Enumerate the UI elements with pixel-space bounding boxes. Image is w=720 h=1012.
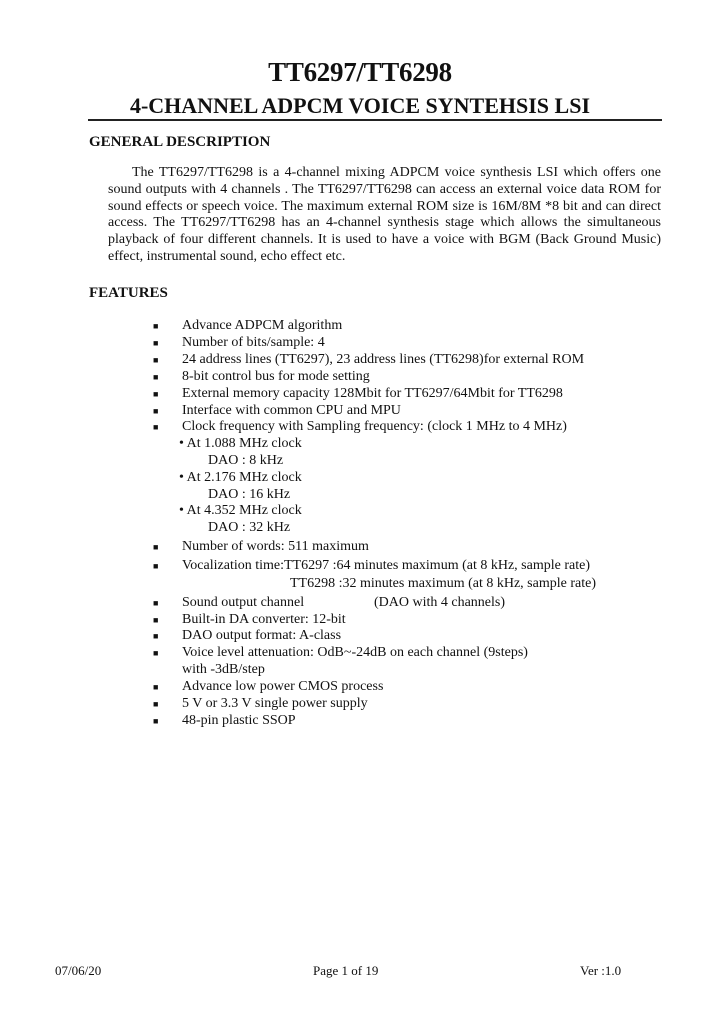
feature-item: 8-bit control bus for mode setting — [182, 369, 370, 384]
footer-page-number: Page 1 of 19 — [313, 963, 379, 978]
features-heading: FEATURES — [89, 285, 168, 301]
bullet-marker: ■ — [153, 338, 159, 348]
feature-item: Sound output channel — [182, 595, 305, 610]
feature-item: Built-in DA converter: 12-bit — [182, 612, 346, 627]
bullet-marker: ■ — [153, 372, 159, 382]
feature-item: Advance ADPCM algorithm — [182, 318, 343, 333]
feature-item: Advance low power CMOS process — [182, 679, 384, 694]
bullet-marker: ■ — [153, 406, 159, 416]
feature-item: Vocalization time:TT6297 :64 minutes maximum (at 8 kHz, sample rate) — [182, 558, 590, 573]
bullet-marker: ■ — [153, 631, 159, 641]
feature-continuation: with -3dB/step — [182, 662, 265, 677]
feature-item: Voice level attenuation: OdB~-24dB on each channel (9steps) — [182, 645, 528, 660]
feature-item: Interface with common CPU and MPU — [182, 403, 401, 418]
feature-item: 24 address lines (TT6297), 23 address lines (TT6298)for external ROM — [182, 352, 585, 367]
footer-version: Ver :1.0 — [580, 963, 622, 978]
bullet-marker: ■ — [153, 699, 159, 709]
dao-rate-item: DAO : 32 kHz — [208, 520, 291, 535]
title-underline — [88, 119, 662, 121]
bullet-marker: ■ — [153, 422, 159, 432]
dao-rate-item: DAO : 16 kHz — [208, 487, 291, 502]
bullet-marker: ■ — [153, 615, 159, 625]
dao-rate-item: DAO : 8 kHz — [208, 453, 284, 468]
bullet-marker: ■ — [153, 542, 159, 552]
feature-item: Clock frequency with Sampling frequency: (clock 1 MHz to 4 MHz) — [182, 419, 567, 434]
bullet-marker: ■ — [153, 561, 159, 571]
feature-item: Number of bits/sample: 4 — [182, 335, 325, 350]
footer-date: 07/06/20 — [55, 963, 102, 978]
feature-item: External memory capacity 128Mbit for TT6297/64Mbit for TT6298 — [182, 386, 563, 401]
bullet-marker: ■ — [153, 716, 159, 726]
feature-item: 5 V or 3.3 V single power supply — [182, 696, 368, 711]
feature-item: 48-pin plastic SSOP — [182, 713, 296, 728]
feature-continuation: TT6298 :32 minutes maximum (at 8 kHz, sample rate) — [290, 576, 596, 591]
bullet-marker: ■ — [153, 598, 159, 608]
bullet-marker: ■ — [153, 321, 159, 331]
clock-sub-item: • At 4.352 MHz clock — [179, 503, 302, 518]
feature-item: DAO output format: A-class — [182, 628, 342, 643]
bullet-marker: ■ — [153, 355, 159, 365]
bullet-marker: ■ — [153, 682, 159, 692]
document-title: TT6297/TT6298 — [268, 57, 452, 87]
clock-sub-item: • At 1.088 MHz clock — [179, 436, 302, 451]
document-subtitle: 4-CHANNEL ADPCM VOICE SYNTEHSIS LSI — [129, 93, 591, 118]
general-description-paragraph: The TT6297/TT6298 is a 4-channel mixing ADPCM voice synthesis LSI which offers one sound outputs with 4 channels . The TT6297/TT6298 can access an external voice data ROM for sound effects or speech voice. The maximum external ROM size is 16M/8M *8 bit and can direct access. The TT6297/TT6298 has an 4-channel synthesis stage which allows the simultaneous playback of four different channels. It is used to have a voice with BGM (Back Ground Music) effect, instrumental sound, echo effect etc. — [108, 165, 661, 264]
bullet-marker: ■ — [153, 389, 159, 399]
clock-sub-item: • At 2.176 MHz clock — [179, 470, 302, 485]
bullet-marker: ■ — [153, 648, 159, 658]
general-description-heading: GENERAL DESCRIPTION — [89, 134, 271, 150]
feature-item: Number of words: 511 maximum — [182, 539, 369, 554]
feature-item-detail: (DAO with 4 channels) — [374, 595, 506, 610]
